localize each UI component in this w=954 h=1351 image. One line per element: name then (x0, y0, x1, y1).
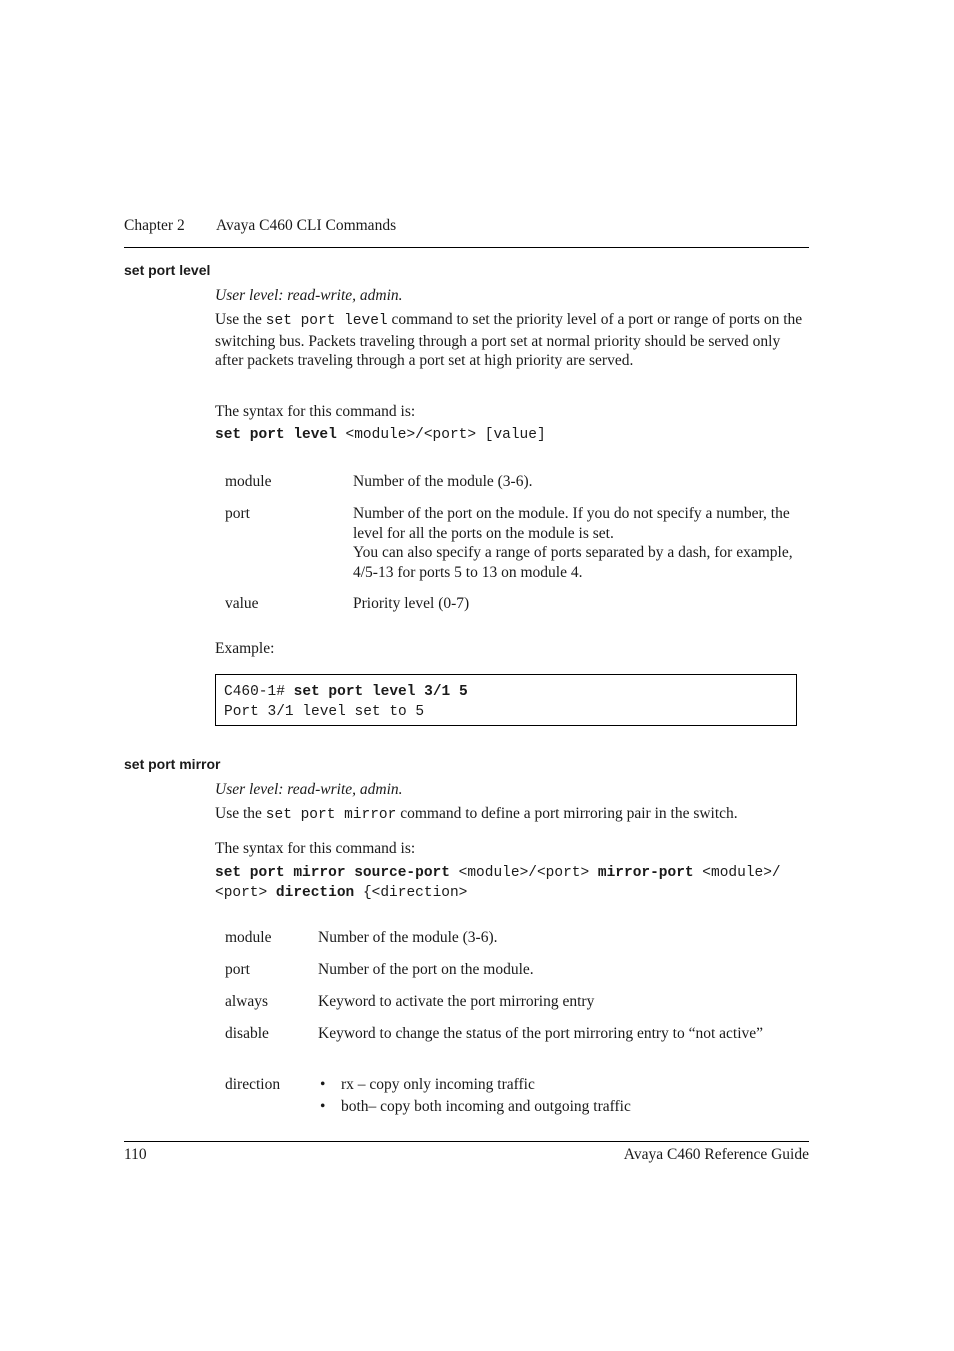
chapter-label: Chapter 2 (124, 217, 185, 234)
param-name: module (225, 473, 272, 490)
example-output-line: Port 3/1 level set to 5 (224, 704, 425, 720)
param-desc: Keyword to change the status of the port mirroring entry to “not active” (318, 1025, 764, 1042)
example-code-box (215, 674, 797, 726)
intro-paragraph: Use the set port level command to set the priority level of a port or range of ports on the switching bus. Packets traveling through a port set at normal priority should be served only after packets traveling through a port set at high priority are served. (215, 311, 803, 369)
example-label: Example: (215, 640, 275, 657)
user-level-note: User level: read-write, admin. (215, 287, 403, 304)
param-desc: Number of the port on the module. (318, 961, 534, 978)
param-desc: Number of the module (3-6). (318, 929, 498, 946)
section-heading-set-port-level: set port level (124, 262, 211, 278)
syntax-intro: The syntax for this command is: (215, 840, 416, 857)
param-name: always (225, 993, 269, 1010)
param-desc: Keyword to activate the port mirroring entry (318, 993, 595, 1010)
syntax-intro: The syntax for this command is: (215, 403, 416, 420)
inline-command: set port mirror (265, 807, 397, 823)
param-desc (318, 1075, 778, 1116)
param-name: disable (225, 1025, 269, 1042)
page-number: 110 (124, 1146, 147, 1163)
example-command-line: C460-1# set port level 3/1 5 (224, 684, 468, 700)
param-desc: Priority level (0-7) (353, 595, 470, 612)
inline-command: set port level (265, 313, 388, 329)
user-level-note: User level: read-write, admin. (215, 781, 403, 798)
param-name: direction (225, 1076, 281, 1093)
list-item: • rx – copy only incoming traffic (318, 1075, 778, 1095)
param-name: port (225, 961, 250, 978)
chapter-title: Avaya C460 CLI Commands (216, 217, 397, 234)
param-desc: Number of the port on the module. If you do not specify a number, the level for all the ports on the module is set. You can also specify a range of ports separated by a dash, for example, 4/5-13 for ports 5 to 13 on module 4. (353, 505, 793, 581)
param-desc: Number of the module (3-6). (353, 473, 533, 490)
param-name: port (225, 505, 250, 522)
header-rule (124, 247, 809, 248)
param-name: module (225, 929, 272, 946)
intro-paragraph: Use the set port mirror command to define a port mirroring pair in the switch. (215, 805, 738, 823)
list-item: • both– copy both incoming and outgoing traffic (318, 1097, 778, 1117)
param-name: value (225, 595, 259, 612)
footer-rule (124, 1141, 809, 1142)
direction-options-list (318, 1075, 778, 1116)
syntax-line: set port level <module>/<port> [value] (215, 427, 546, 443)
syntax-line: set port mirror source-port <module>/<port> mirror-port <module>/ <port> direction {<direction> (215, 865, 781, 901)
section-heading-set-port-mirror: set port mirror (124, 756, 221, 772)
guide-title: Avaya C460 Reference Guide (623, 1146, 809, 1163)
